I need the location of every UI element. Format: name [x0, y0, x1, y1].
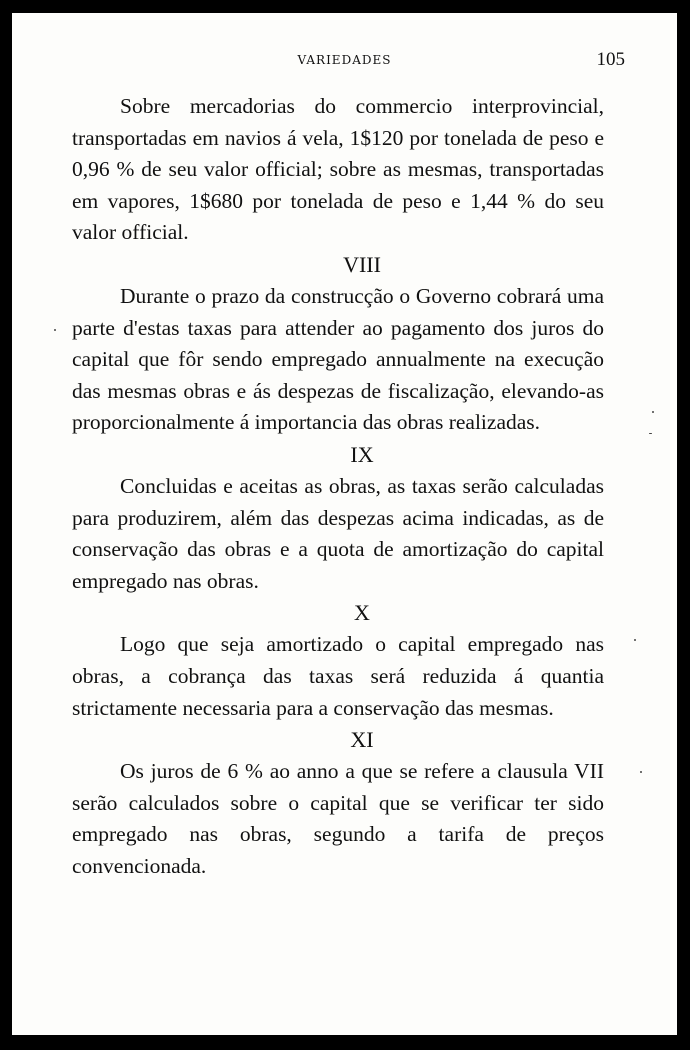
- print-speck: [652, 411, 654, 413]
- print-speck: [54, 329, 56, 331]
- paragraph: Concluidas e aceitas as obras, as taxas serão calculadas para produzirem, além das despezas acima indicadas, as de conservação das obras e a quota de amortização do capital empregado nas obras.: [72, 473, 604, 593]
- section-heading: X: [354, 600, 370, 626]
- print-speck: [649, 433, 652, 434]
- section-heading: VIII: [343, 251, 381, 277]
- paragraph: Os juros de 6 % ao anno a que se refere a clausula VII serão calculados sobre o capital que se verificar ter sido empregado nas obras, segundo a tarifa de preços convencionada.: [72, 759, 604, 878]
- running-head: VARIEDADES: [297, 53, 392, 67]
- print-speck: [634, 639, 636, 641]
- paragraph: Durante o prazo da construcção o Governo cobrará uma parte d'estas taxas para attender ao pagamento dos juros do capital que fôr sendo empregado annualmente na execução das mesmas obras e ás despezas de fiscalização, elevando-as proporcionalmente á importancia das obras realizadas.: [72, 283, 604, 435]
- paragraph: Logo que seja amortizado o capital empregado nas obras, a cobrança das taxas será reduzida á quantia strictamente necessaria para a conservação das mesmas.: [72, 632, 604, 720]
- paragraph: Sobre mercadorias do commercio interprovincial, transportadas em navios á vela, 1$120 por tonelada de peso e 0,96 % de seu valor official; sobre as mesmas, transportadas em vapores, 1$680 por tonelada de peso e 1,44 % do seu valor official.: [72, 94, 604, 245]
- section-heading: XI: [350, 727, 374, 753]
- print-speck: [640, 771, 642, 773]
- page-header: [12, 43, 677, 73]
- book-page: [12, 13, 677, 1035]
- page-number: 105: [596, 49, 625, 70]
- section-heading: IX: [350, 441, 374, 467]
- body-text: [72, 91, 604, 882]
